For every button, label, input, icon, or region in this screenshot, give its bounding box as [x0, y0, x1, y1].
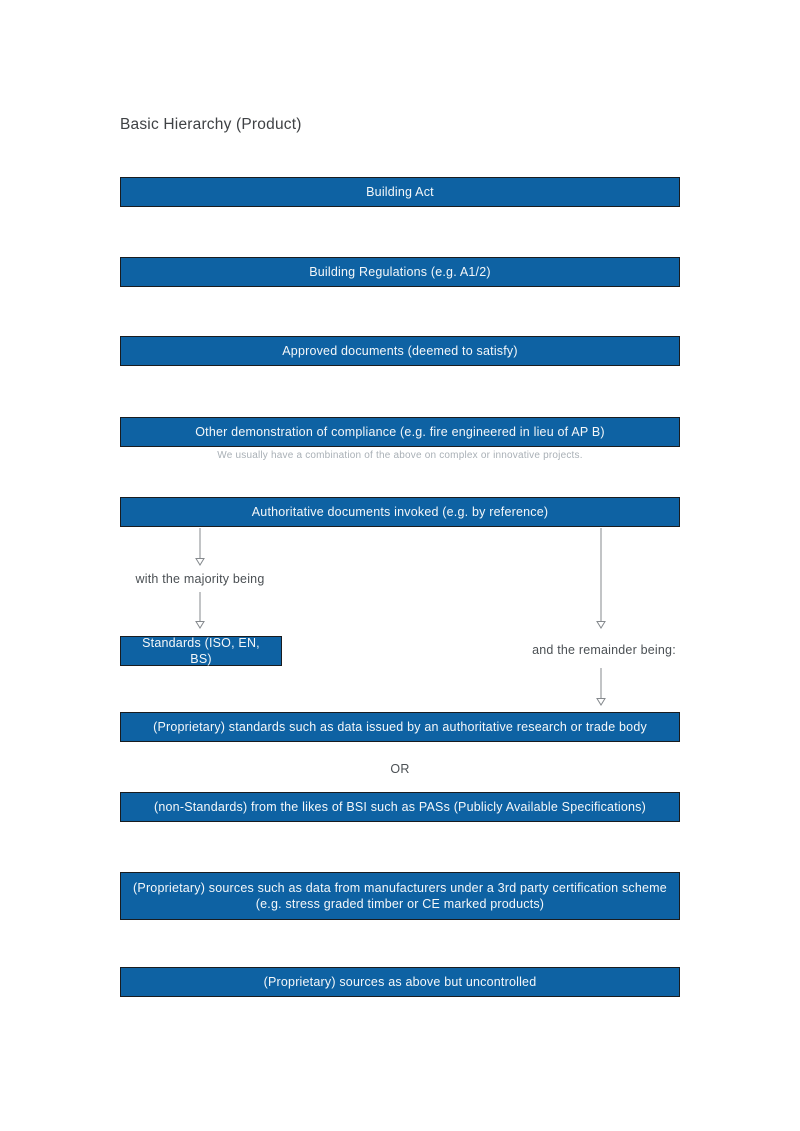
- label-majority: with the majority being: [135, 572, 265, 586]
- box-proprietary-sources-certified: (Proprietary) sources such as data from manufacturers under a 3rd party certification scheme (e.g. stress graded timber or CE marked products): [120, 872, 680, 920]
- arrow-down-icon: [595, 528, 607, 629]
- box-building-regulations: Building Regulations (e.g. A1/2): [120, 257, 680, 287]
- page-title: Basic Hierarchy (Product): [120, 116, 302, 133]
- arrow-down-icon: [194, 528, 206, 566]
- box-standards: Standards (ISO, EN, BS): [120, 636, 282, 666]
- note-combination: We usually have a combination of the above on complex or innovative projects.: [217, 450, 583, 461]
- arrow-down-icon: [595, 668, 607, 706]
- arrow-down-icon: [194, 592, 206, 629]
- box-other-demonstration: Other demonstration of compliance (e.g. fire engineered in lieu of AP B): [120, 417, 680, 447]
- box-proprietary-sources-uncontrolled: (Proprietary) sources as above but uncontrolled: [120, 967, 680, 997]
- box-building-act: Building Act: [120, 177, 680, 207]
- label-or: OR: [390, 762, 410, 776]
- label-remainder: and the remainder being:: [532, 643, 676, 657]
- box-approved-documents: Approved documents (deemed to satisfy): [120, 336, 680, 366]
- box-authoritative-documents: Authoritative documents invoked (e.g. by reference): [120, 497, 680, 527]
- box-non-standards: (non-Standards) from the likes of BSI such as PASs (Publicly Available Specifications): [120, 792, 680, 822]
- box-proprietary-standards: (Proprietary) standards such as data issued by an authoritative research or trade body: [120, 712, 680, 742]
